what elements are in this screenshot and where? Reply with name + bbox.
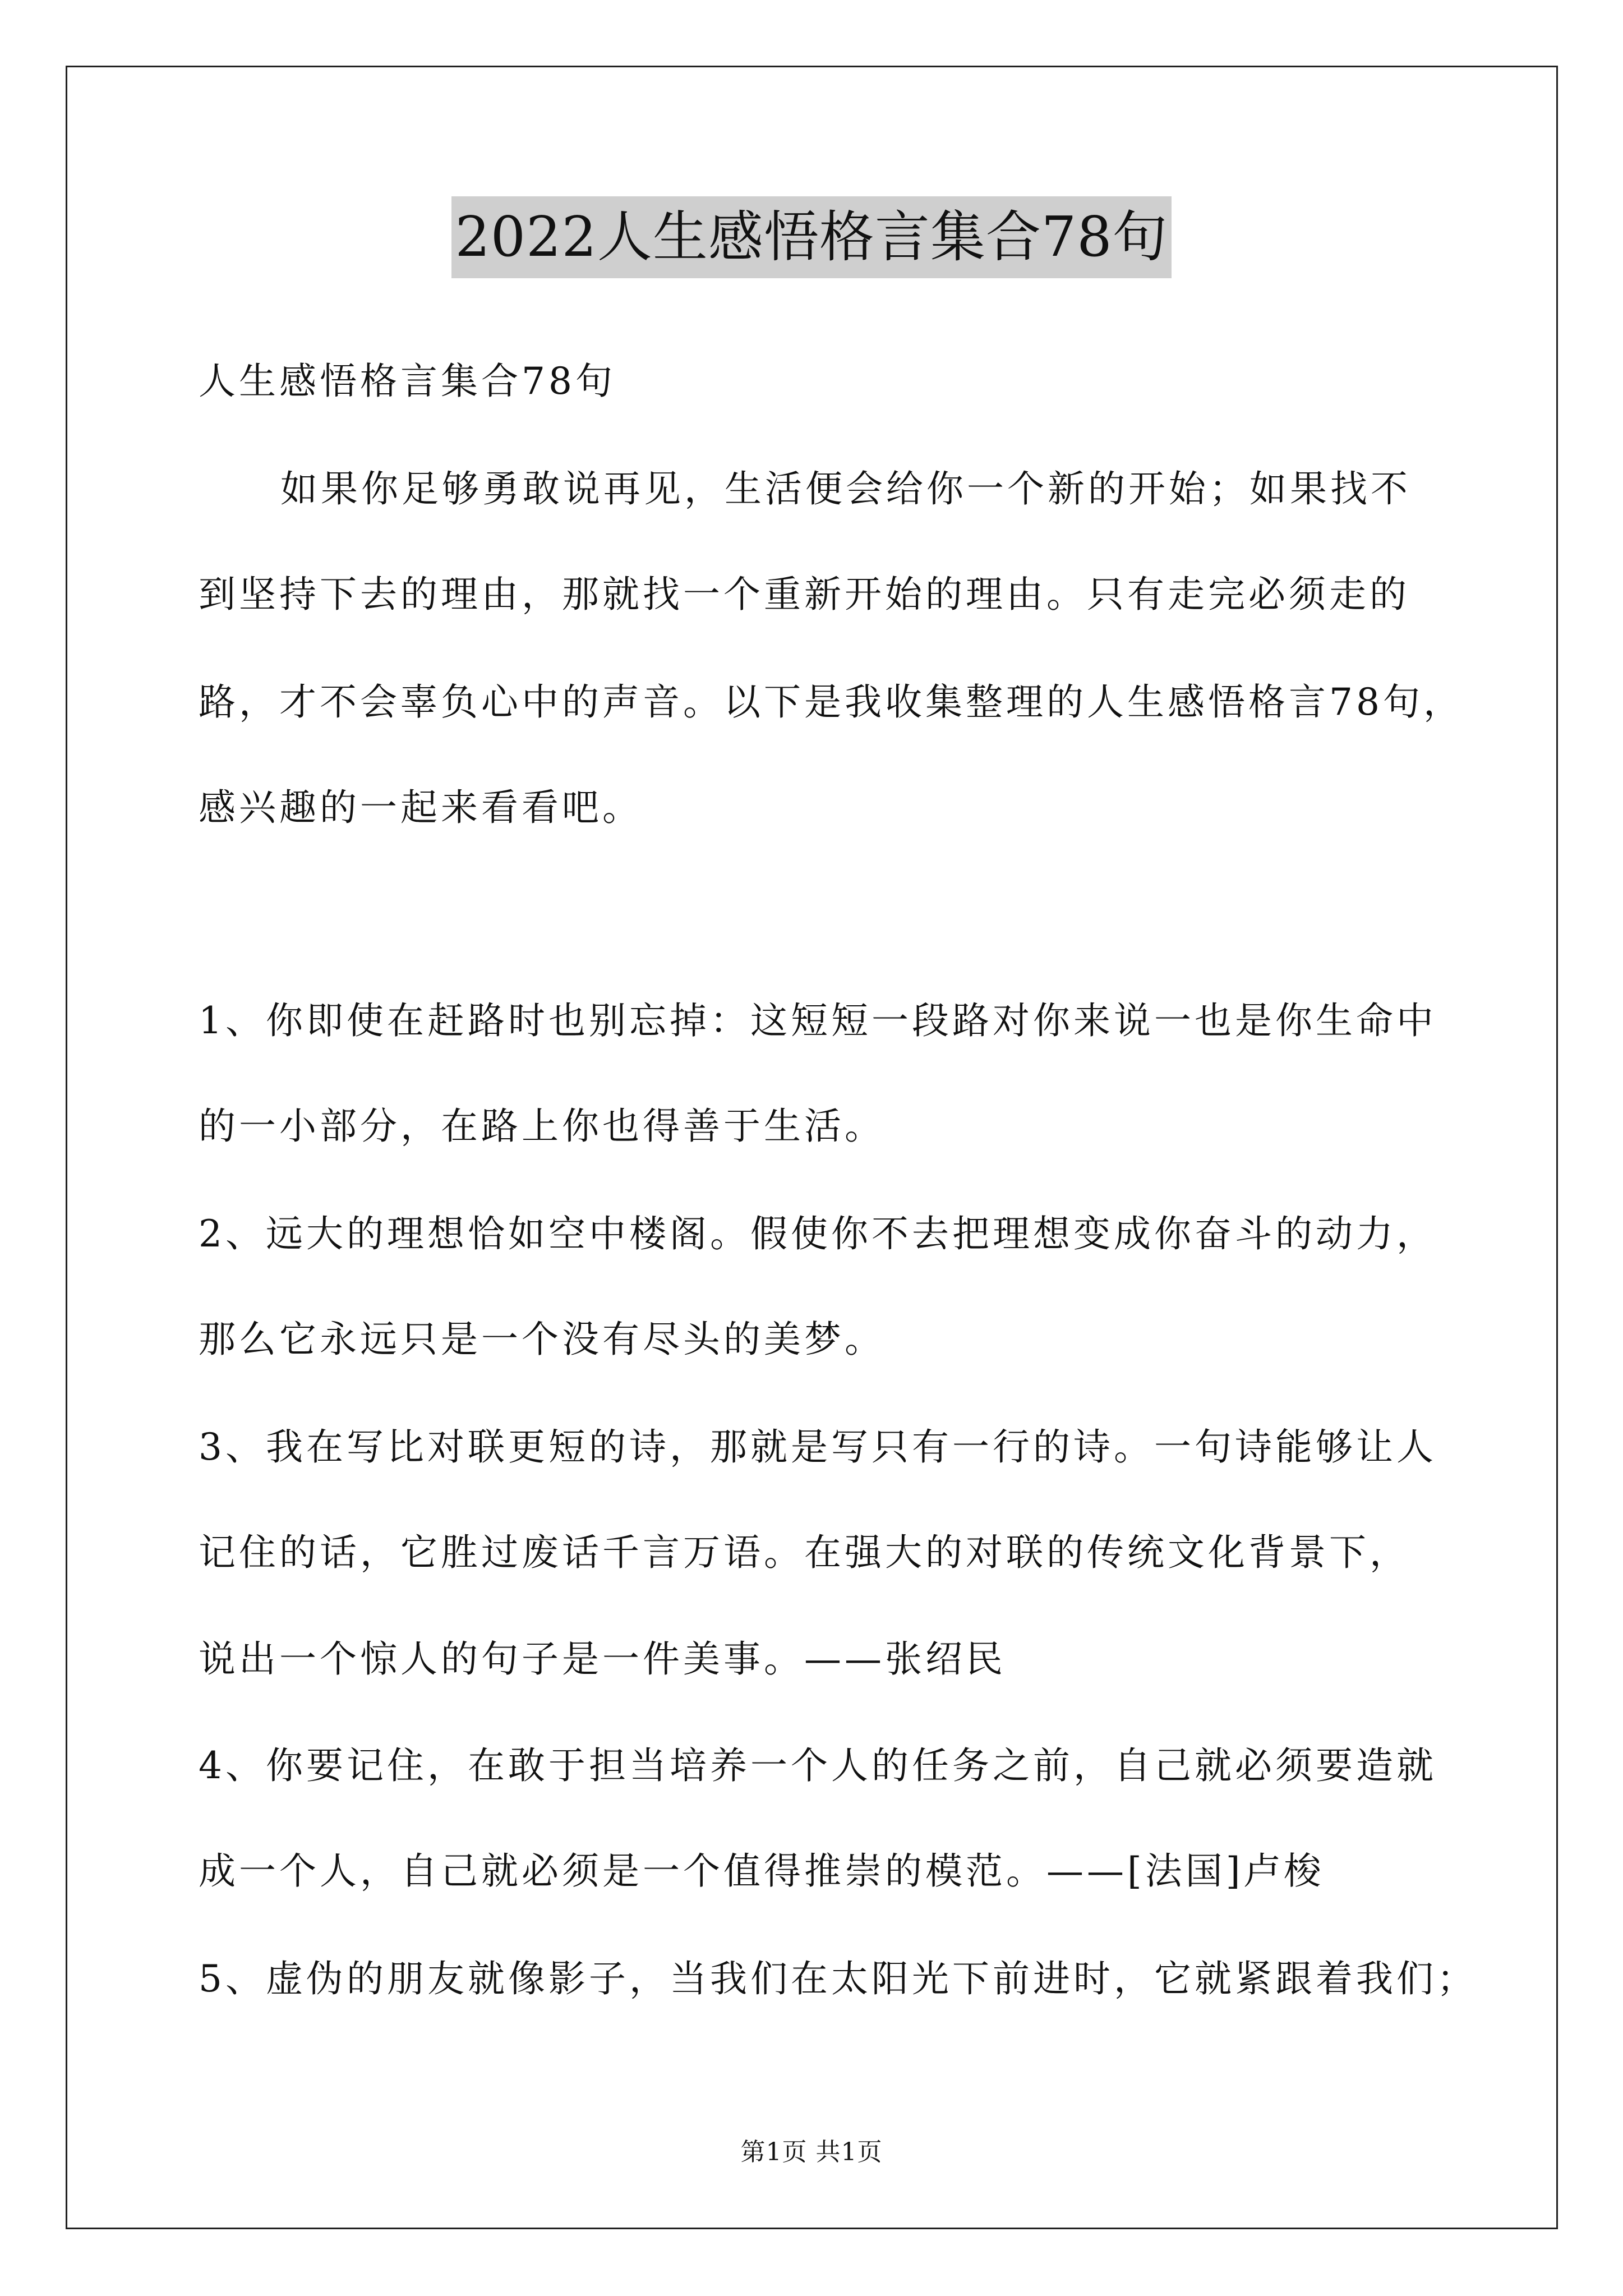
subtitle: 人生感悟格言集合78句 [199, 360, 616, 403]
quote-line: 1、你即使在赶路时也别忘掉：这短短一段路对你来说一也是你生命中 [199, 999, 1437, 1042]
page-footer: 第1页 共1页 [740, 2138, 883, 2166]
intro-line-2: 到坚持下去的理由，那就找一个重新开始的理由。只有走完必须走的 [199, 573, 1410, 616]
intro-line-1: 如果你足够勇敢说再见，生活便会给你一个新的开始；如果找不 [280, 467, 1411, 510]
quote-line: 的一小部分，在路上你也得善于生活。 [199, 1105, 885, 1148]
intro-line-4: 感兴趣的一起来看看吧。 [199, 786, 643, 829]
quote-line: 说出一个惊人的句子是一件美事。——张绍民 [199, 1637, 1006, 1681]
quote-line: 5、虚伪的朋友就像影子，当我们在太阳光下前进时，它就紧跟着我们； [199, 1957, 1477, 2000]
quote-line: 记住的话，它胜过废话千言万语。在强大的对联的传统文化背景下， [199, 1531, 1410, 1574]
quote-line: 4、你要记住，在敢于担当培养一个人的任务之前，自己就必须要造就 [199, 1744, 1437, 1787]
intro-line-3: 路，才不会辜负心中的声音。以下是我收集整理的人生感悟格言78句， [199, 680, 1464, 724]
quote-line: 成一个人，自己就必须是一个值得推崇的模范。——[法国]卢梭 [199, 1849, 1325, 1893]
quote-line: 2、远大的理想恰如空中楼阁。假使你不去把理想变成你奋斗的动力， [199, 1212, 1437, 1255]
document-title: 2022人生感悟格言集合78句 [451, 196, 1171, 278]
quote-line: 那么它永远只是一个没有尽头的美梦。 [199, 1318, 885, 1361]
quote-line: 3、我在写比对联更短的诗，那就是写只有一行的诗。一句诗能够让人 [199, 1425, 1437, 1469]
